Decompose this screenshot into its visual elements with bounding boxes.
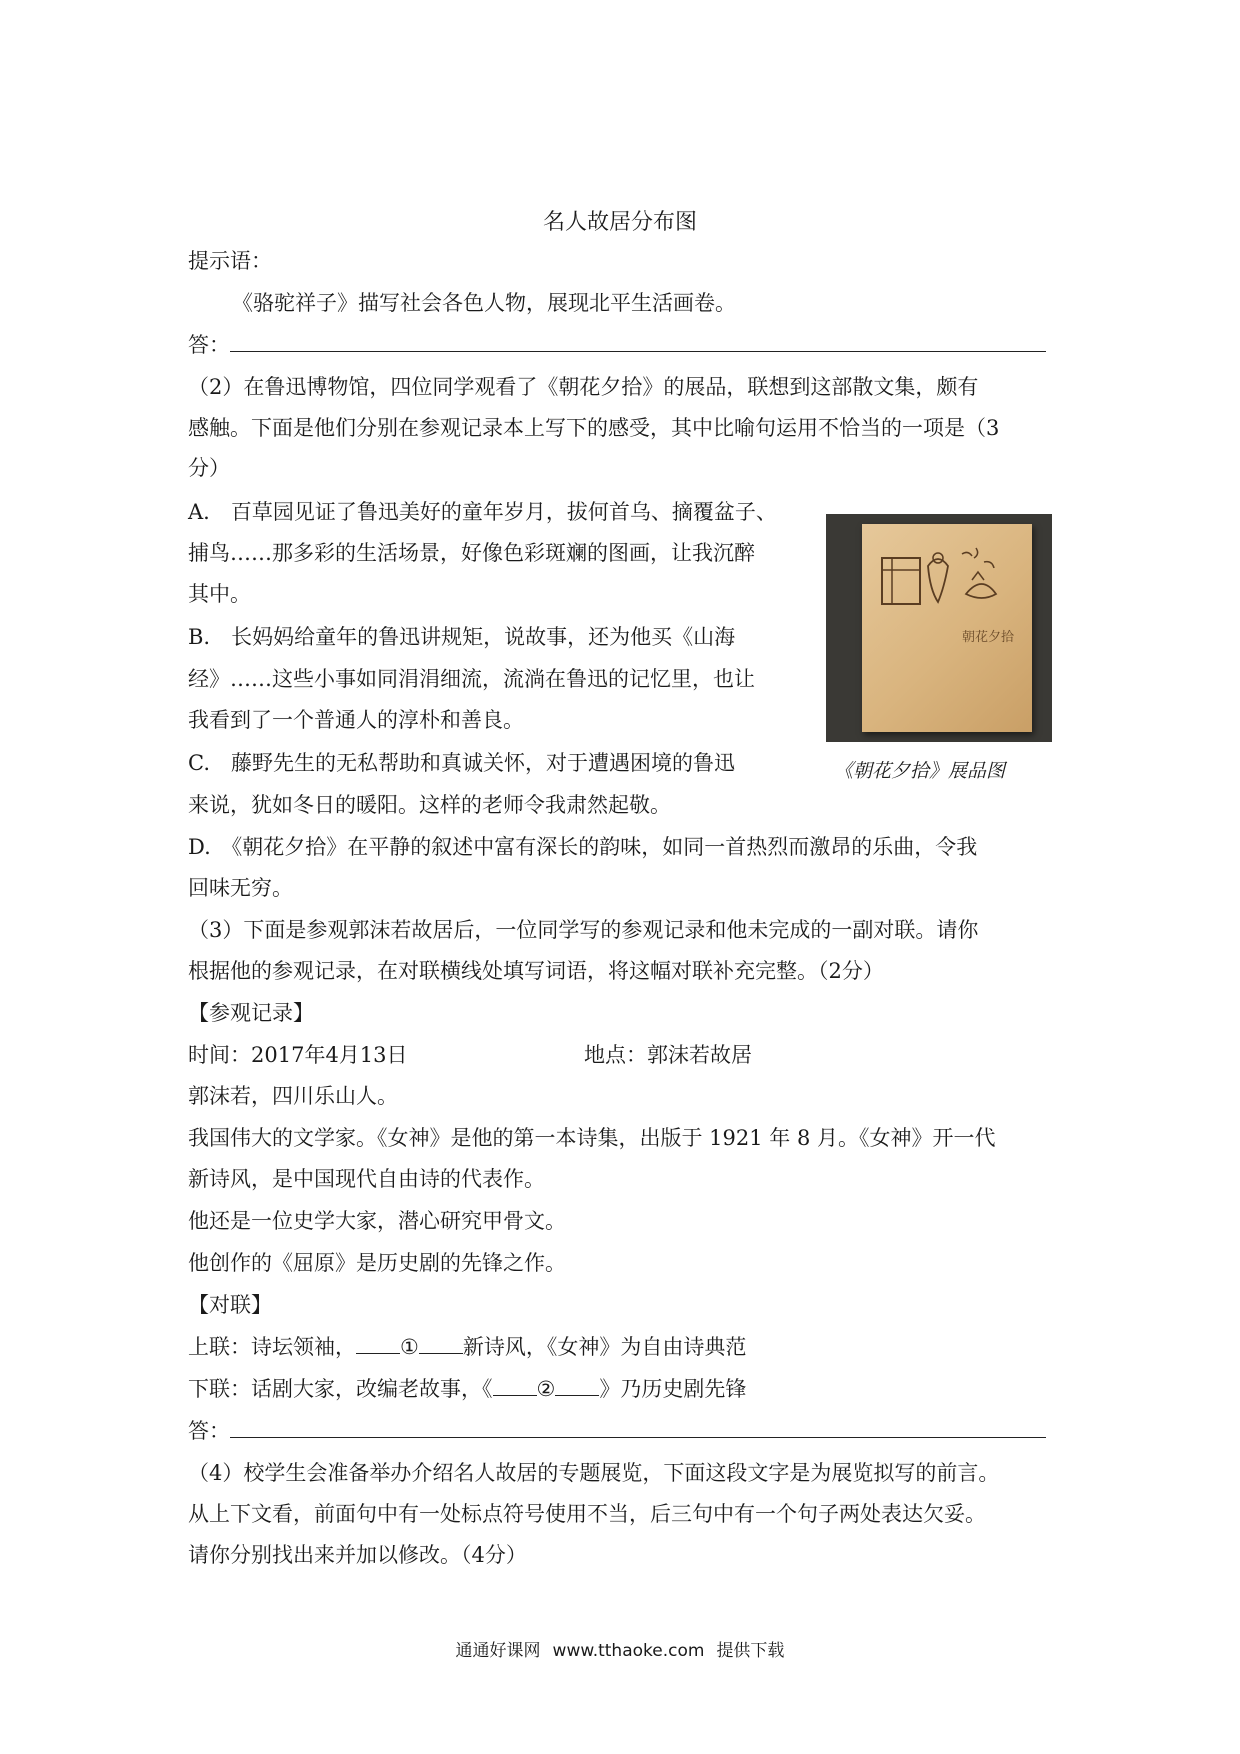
footer-site-name: 通通好课网 (455, 1641, 541, 1661)
answer-label: 答： (188, 1419, 230, 1443)
option-d-line: 回味无穷。 (188, 876, 293, 900)
record-place: 地点：郭沫若故居 (584, 1043, 752, 1067)
option-b-line: 经》……这些小事如同涓涓细流，流淌在鲁迅的记忆里，也让 (188, 667, 755, 691)
answer-label: 答： (188, 333, 230, 357)
footer-suffix: 提供下载 (716, 1641, 785, 1661)
record-heading: 【参观记录】 (188, 1001, 314, 1025)
record-time: 时间：2017年4月13日 (188, 1043, 408, 1067)
q3-line: 根据他的参观记录，在对联横线处填写词语，将这幅对联补充完整。（2分） (188, 959, 884, 983)
record-line: 新诗风，是中国现代自由诗的代表作。 (188, 1167, 545, 1191)
couplet-heading: 【对联】 (188, 1293, 272, 1317)
cover-illustration (876, 536, 1016, 626)
record-line: 我国伟大的文学家。《女神》是他的第一本诗集，出版于 1921 年 8 月。《女神》开一代 (188, 1126, 996, 1150)
blank-2-number: ② (536, 1377, 556, 1401)
answer-rule (230, 331, 1046, 352)
page-footer (0, 1636, 1240, 1661)
blank-1-left[interactable] (356, 1333, 400, 1354)
couplet-lower-start: 下联：话剧大家，改编老故事，《 (188, 1377, 493, 1401)
answer-line-1 (188, 330, 1046, 360)
book-exhibit-photo (826, 514, 1052, 742)
record-line: 他还是一位史学大家，潜心研究甲骨文。 (188, 1209, 566, 1233)
couplet-upper-end: 新诗风，《女神》为自由诗典范 (462, 1335, 747, 1359)
q4-line: 请你分别找出来并加以修改。（4分） (188, 1543, 527, 1567)
option-a-line: 其中。 (188, 582, 251, 606)
book-cover-title: 朝花夕拾 (961, 630, 1014, 645)
option-d-line: D. 《朝花夕拾》在平静的叙述中富有深长的韵味，如同一首热烈而激昂的乐曲，令我 (188, 835, 978, 859)
blank-2-left[interactable] (493, 1375, 537, 1396)
record-line: 郭沫若，四川乐山人。 (188, 1084, 398, 1108)
q2-line: 分） (188, 456, 230, 480)
page-title: 名人故居分布图 (542, 210, 697, 235)
q4-line: 从上下文看，前面句中有一处标点符号使用不当，后三句中有一个句子两处表达欠妥。 (188, 1502, 986, 1526)
couplet-upper-start: 上联：诗坛领袖， (188, 1335, 356, 1359)
book-cover (862, 524, 1032, 732)
option-a-line: 捕鸟……那多彩的生活场景，好像色彩斑斓的图画，让我沉醉 (188, 541, 755, 565)
figure-caption: 《朝花夕拾》展品图 (834, 760, 1006, 782)
answer-rule (230, 1417, 1046, 1438)
option-b-line: B. 长妈妈给童年的鲁迅讲规矩，说故事，还为他买《山海 (188, 625, 736, 649)
couplet-lower-end: 》乃历史剧先锋 (599, 1377, 747, 1401)
blank-1-number: ① (400, 1335, 419, 1359)
footer-url[interactable]: www.tthaoke.com (552, 1641, 705, 1661)
record-line: 他创作的《屈原》是历史剧的先锋之作。 (188, 1251, 566, 1275)
blank-1-right[interactable] (419, 1333, 463, 1354)
q3-line: （3）下面是参观郭沫若故居后，一位同学写的参观记录和他未完成的一副对联。请你 (188, 918, 979, 942)
hint-label: 提示语： (188, 249, 272, 273)
blank-2-right[interactable] (555, 1375, 599, 1396)
hint-text: 《骆驼祥子》描写社会各色人物，展现北平生活画卷。 (232, 291, 736, 315)
option-a-line: A. 百草园见证了鲁迅美好的童年岁月，拔何首乌、摘覆盆子、 (188, 500, 777, 524)
option-c-line: C. 藤野先生的无私帮助和真诚关怀，对于遭遇困境的鲁迅 (188, 751, 735, 775)
option-b-line: 我看到了一个普通人的淳朴和善良。 (188, 708, 524, 732)
q4-line: （4）校学生会准备举办介绍名人故居的专题展览，下面这段文字是为展览拟写的前言。 (188, 1461, 1000, 1485)
couplet-upper (188, 1332, 746, 1362)
answer-line-2 (188, 1416, 1046, 1446)
couplet-lower (188, 1374, 746, 1404)
q2-line: 感触。下面是他们分别在参观记录本上写下的感受，其中比喻句运用不恰当的一项是（3 (188, 416, 1000, 440)
option-c-line: 来说，犹如冬日的暖阳。这样的老师令我肃然起敬。 (188, 793, 671, 817)
q2-line: （2）在鲁迅博物馆，四位同学观看了《朝花夕拾》的展品，联想到这部散文集，颇有 (188, 375, 979, 399)
